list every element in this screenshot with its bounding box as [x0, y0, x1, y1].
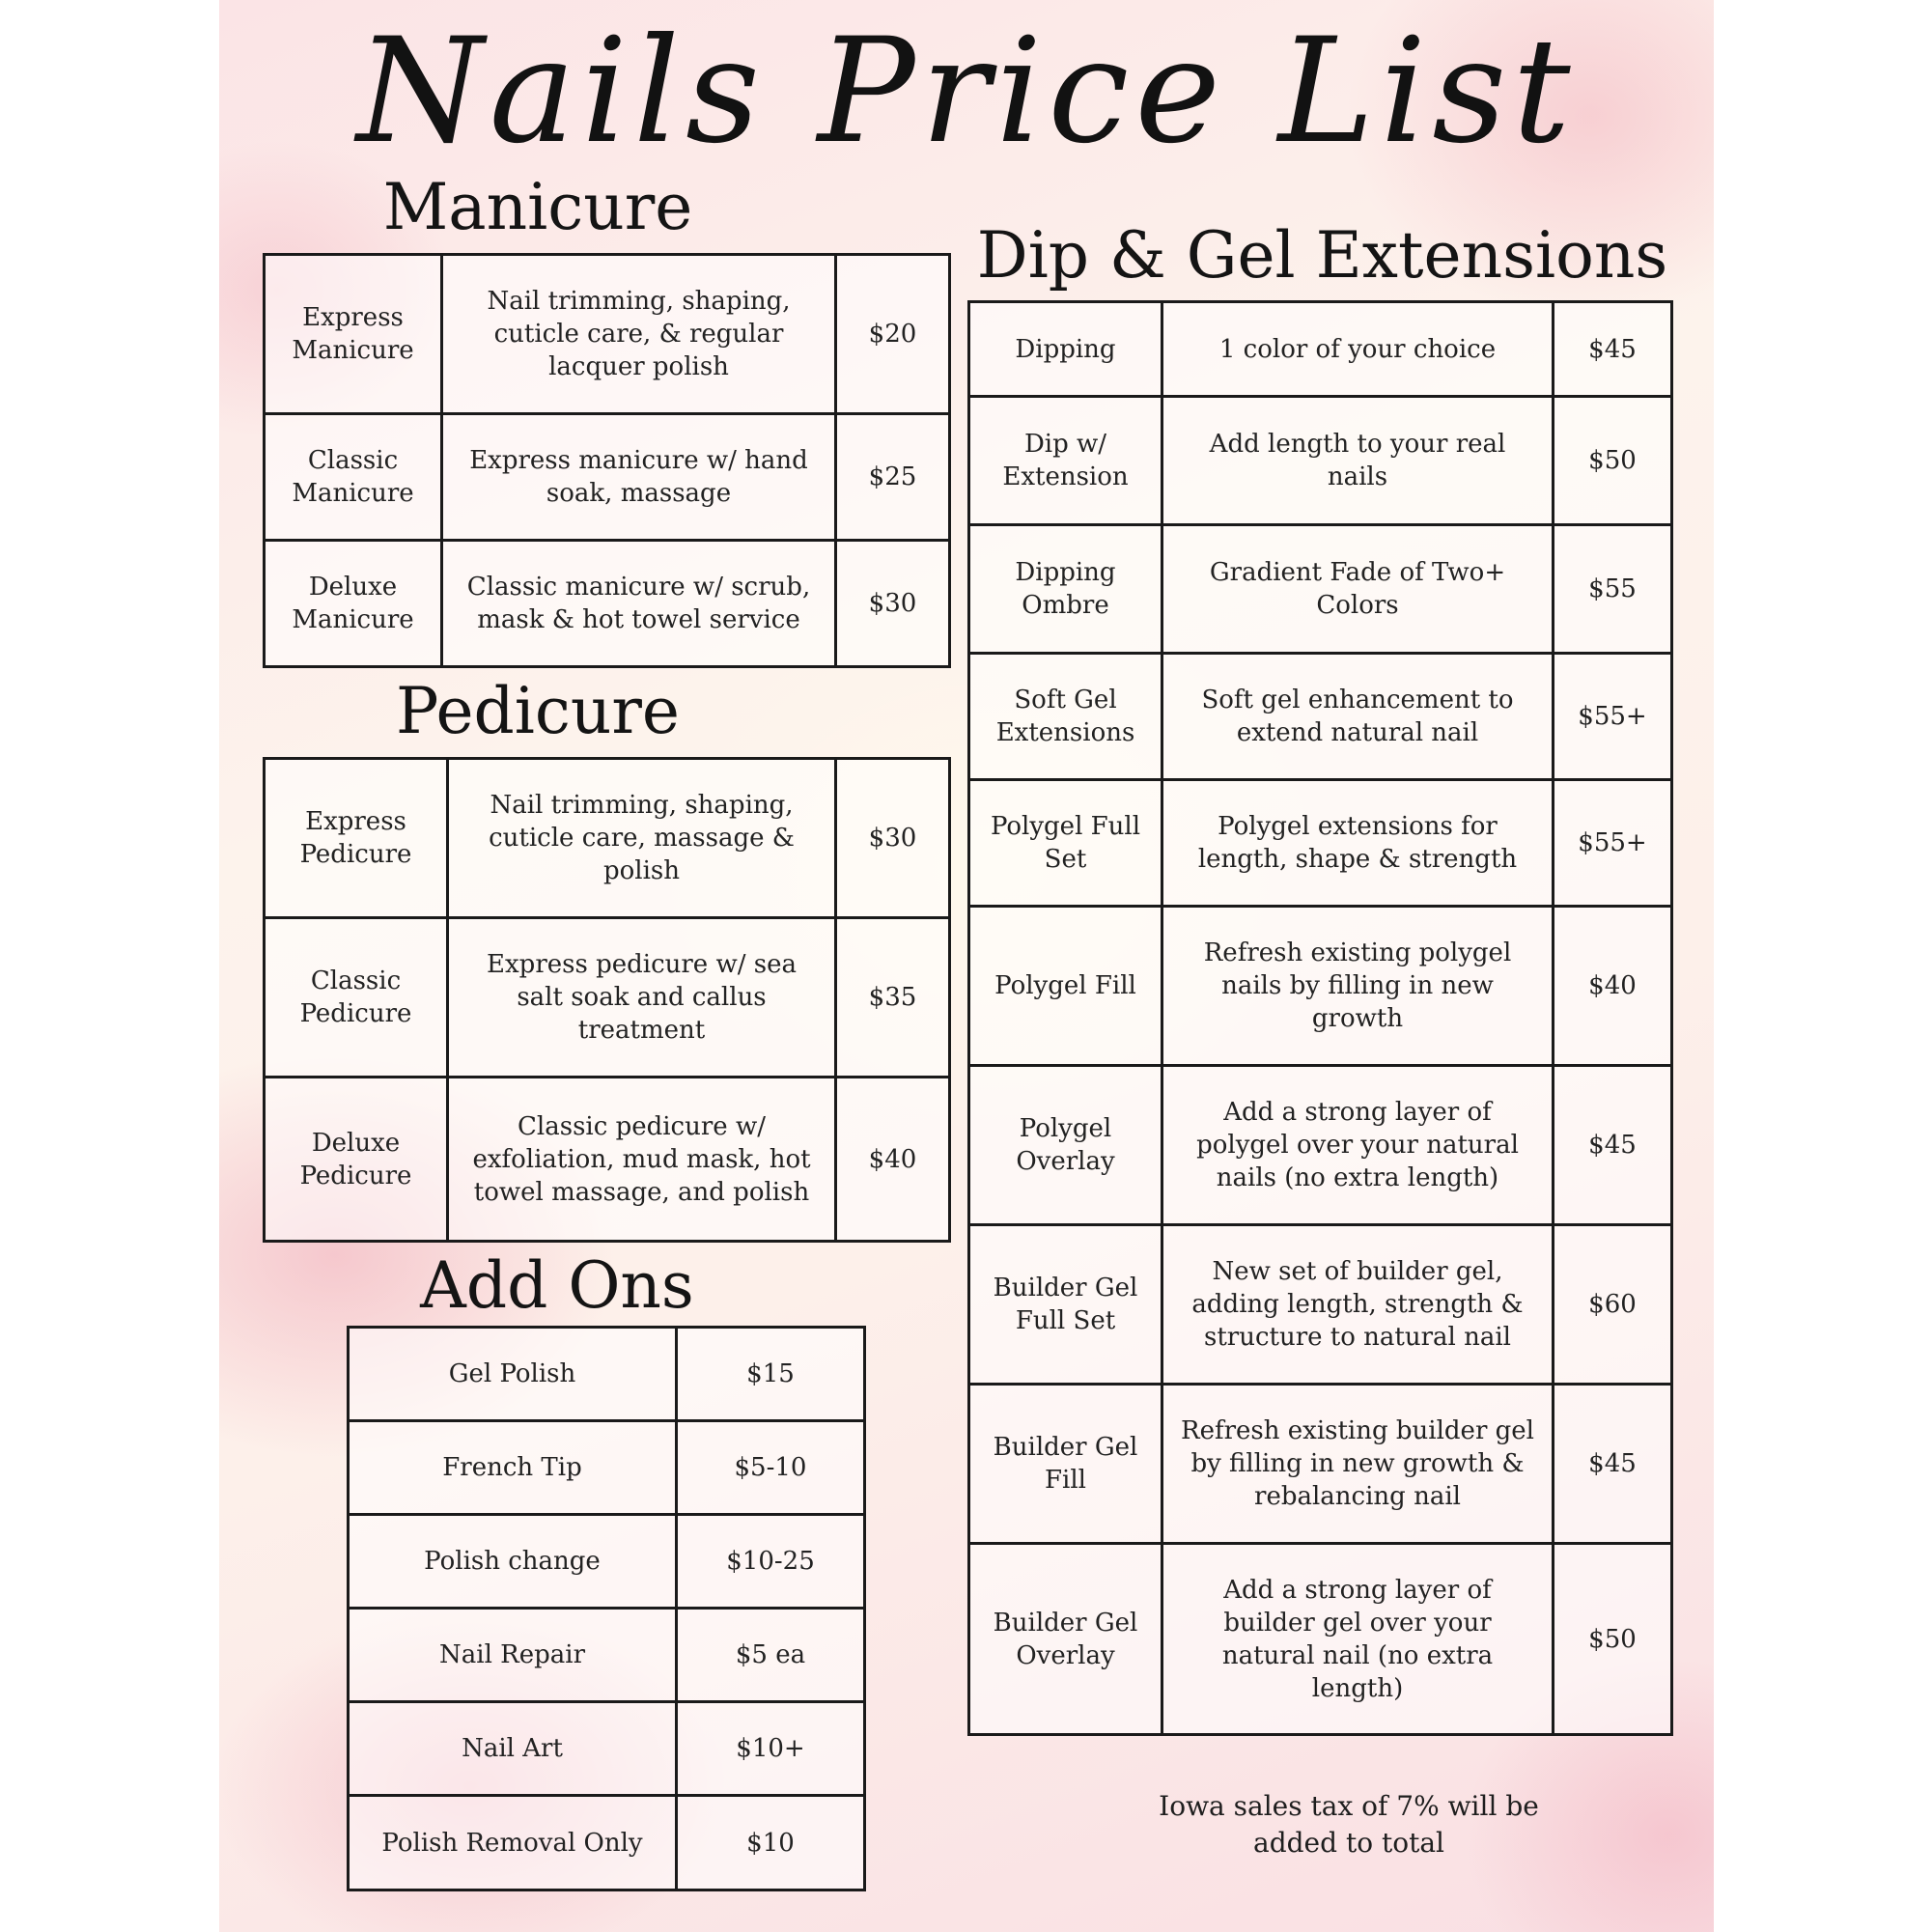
page-title: Nails Price List	[356, 8, 1577, 176]
addon-name: Gel Polish	[349, 1328, 677, 1421]
table-row	[265, 759, 950, 918]
addons-table	[347, 1326, 866, 1891]
service-price: $45	[1554, 1066, 1672, 1225]
service-description: Nail trimming, shaping, cuticle care, massage & polish	[448, 759, 836, 918]
service-description: Express manicure w/ hand soak, massage	[442, 414, 836, 541]
service-price: $55+	[1554, 780, 1672, 907]
service-name: Express Pedicure	[265, 759, 448, 918]
table-row	[265, 541, 950, 667]
addon-price: $5 ea	[677, 1609, 865, 1702]
service-description: 1 color of your choice	[1162, 302, 1554, 397]
service-name: Dipping Ombre	[969, 525, 1162, 654]
service-description: Add length to your real nails	[1162, 397, 1554, 525]
service-name: Classic Manicure	[265, 414, 442, 541]
service-name: Builder Gel Fill	[969, 1385, 1162, 1544]
table-row	[969, 1225, 1672, 1385]
service-description: Add a strong layer of builder gel over your natural nail (no extra length)	[1162, 1544, 1554, 1735]
service-name: Polygel Fill	[969, 907, 1162, 1066]
service-name: Dip w/ Extension	[969, 397, 1162, 525]
service-price: $35	[836, 918, 950, 1078]
table-row	[969, 654, 1672, 780]
manicure-table	[263, 253, 951, 668]
pedicure-table	[263, 757, 951, 1243]
service-price: $30	[836, 759, 950, 918]
service-name: Dipping	[969, 302, 1162, 397]
service-description: Nail trimming, shaping, cuticle care, & regular lacquer polish	[442, 255, 836, 414]
addon-price: $10-25	[677, 1515, 865, 1609]
service-description: Soft gel enhancement to extend natural nail	[1162, 654, 1554, 780]
service-name: Polygel Overlay	[969, 1066, 1162, 1225]
addons-heading: Add Ons	[420, 1248, 694, 1323]
table-row	[969, 302, 1672, 397]
service-price: $45	[1554, 1385, 1672, 1544]
service-description: Gradient Fade of Two+ Colors	[1162, 525, 1554, 654]
service-description: Polygel extensions for length, shape & strength	[1162, 780, 1554, 907]
table-row	[349, 1328, 865, 1421]
service-name: Classic Pedicure	[265, 918, 448, 1078]
sales-tax-note: Iowa sales tax of 7% will be added to total	[1159, 1790, 1539, 1859]
manicure-heading: Manicure	[382, 170, 693, 244]
addon-price: $5-10	[677, 1421, 865, 1515]
table-row	[349, 1421, 865, 1515]
service-name: Deluxe Pedicure	[265, 1078, 448, 1242]
table-row	[969, 907, 1672, 1066]
service-name: Builder Gel Full Set	[969, 1225, 1162, 1385]
service-name: Express Manicure	[265, 255, 442, 414]
table-row	[349, 1702, 865, 1796]
service-description: Express pedicure w/ sea salt soak and callus treatment	[448, 918, 836, 1078]
addon-name: Nail Repair	[349, 1609, 677, 1702]
table-row	[349, 1515, 865, 1609]
table-row	[349, 1796, 865, 1890]
service-description: Classic pedicure w/ exfoliation, mud mask, hot towel massage, and polish	[448, 1078, 836, 1242]
service-name: Soft Gel Extensions	[969, 654, 1162, 780]
service-price: $40	[1554, 907, 1672, 1066]
service-price: $45	[1554, 302, 1672, 397]
service-price: $25	[836, 414, 950, 541]
table-row	[265, 918, 950, 1078]
service-price: $55	[1554, 525, 1672, 654]
service-price: $30	[836, 541, 950, 667]
table-row	[969, 780, 1672, 907]
addon-price: $15	[677, 1328, 865, 1421]
service-price: $50	[1554, 397, 1672, 525]
service-description: Add a strong layer of polygel over your natural nails (no extra length)	[1162, 1066, 1554, 1225]
table-row	[349, 1609, 865, 1702]
service-price: $50	[1554, 1544, 1672, 1735]
service-description: Refresh existing polygel nails by filling in new growth	[1162, 907, 1554, 1066]
dip-gel-table	[967, 300, 1673, 1736]
table-row	[265, 414, 950, 541]
service-description: Classic manicure w/ scrub, mask & hot towel service	[442, 541, 836, 667]
service-price: $60	[1554, 1225, 1672, 1385]
price-list-poster	[219, 0, 1714, 1932]
addon-name: Nail Art	[349, 1702, 677, 1796]
addon-price: $10+	[677, 1702, 865, 1796]
addon-name: Polish change	[349, 1515, 677, 1609]
service-price: $20	[836, 255, 950, 414]
addon-name: Polish Removal Only	[349, 1796, 677, 1890]
service-name: Deluxe Manicure	[265, 541, 442, 667]
addon-name: French Tip	[349, 1421, 677, 1515]
table-row	[265, 255, 950, 414]
table-row	[969, 1385, 1672, 1544]
service-description: Refresh existing builder gel by filling in new growth & rebalancing nail	[1162, 1385, 1554, 1544]
table-row	[969, 1066, 1672, 1225]
table-row	[265, 1078, 950, 1242]
service-name: Polygel Full Set	[969, 780, 1162, 907]
pedicure-heading: Pedicure	[396, 674, 680, 748]
service-name: Builder Gel Overlay	[969, 1544, 1162, 1735]
table-row	[969, 525, 1672, 654]
table-row	[969, 1544, 1672, 1735]
addon-price: $10	[677, 1796, 865, 1890]
service-price: $55+	[1554, 654, 1672, 780]
dip-gel-heading: Dip & Gel Extensions	[976, 218, 1668, 293]
service-price: $40	[836, 1078, 950, 1242]
table-row	[969, 397, 1672, 525]
service-description: New set of builder gel, adding length, strength & structure to natural nail	[1162, 1225, 1554, 1385]
